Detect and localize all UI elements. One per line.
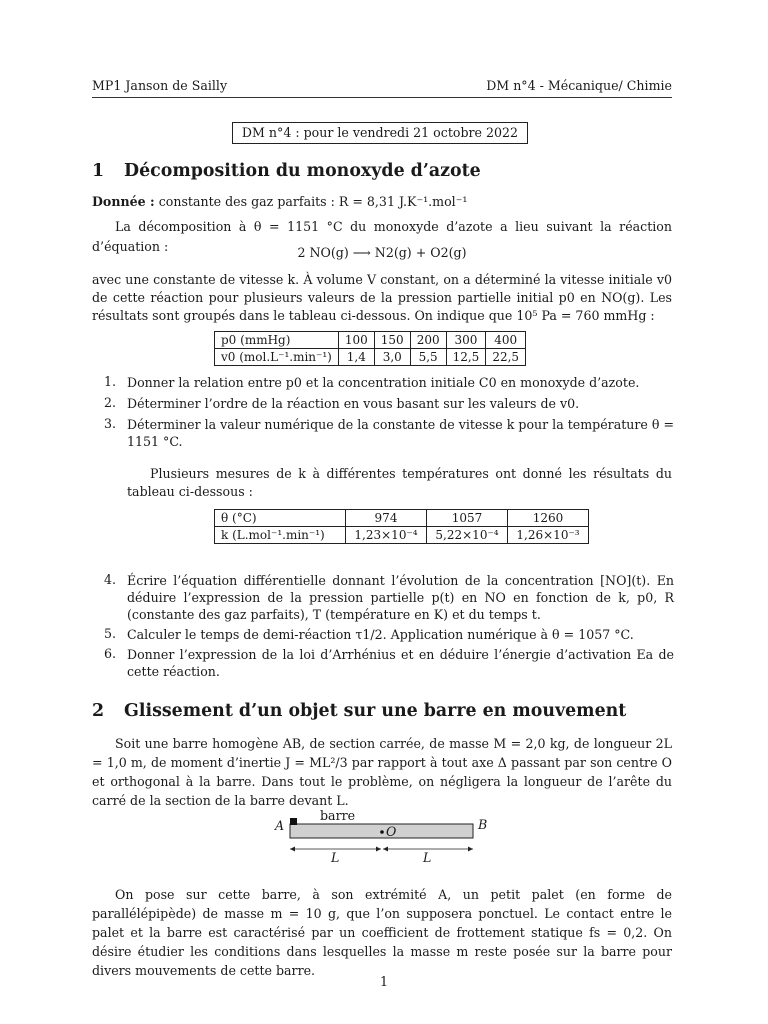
reaction-intro: La décomposition à θ = 1151 °C du monoxyde d’azote a lieu suivant la réaction d’équation : [92, 219, 672, 254]
table-cell: 5,5 [410, 349, 446, 366]
label-o: O [386, 824, 397, 839]
experiment-description: avec une constante de vitesse k. À volume V constant, on a déterminé la vitesse initiale v0 de cette réaction pour plusieurs valeurs de la pression partielle initial p0 en NO(g). Les résultats sont groupés dans le tableau ci-dessous. On indique que 10⁵ Pa = 760 mmHg : [92, 272, 672, 323]
assignment-title-box: DM n°4 : pour le vendredi 21 octobre 2022 [232, 122, 528, 144]
table-row [215, 527, 589, 544]
reaction-equation: 2 NO(g) ⟶ N2(g) + O2(g) [297, 245, 467, 260]
label-barre: barre [320, 808, 356, 823]
question-text: Donner la relation entre p0 et la concentration initiale C0 en monoxyde d’azote. [127, 375, 640, 390]
label-l-right: L [423, 850, 432, 865]
question-number: 2. [104, 395, 117, 410]
table-row [215, 349, 526, 366]
table-cell: 150 [374, 332, 410, 349]
table-cell: 300 [446, 332, 486, 349]
question-text: Déterminer la valeur numérique de la constante de vitesse k pour la température θ = 1151 °C. [127, 417, 674, 449]
table-row-label: p0 (mmHg) [215, 332, 339, 349]
bar-diagram [262, 804, 502, 868]
arrow-head-icon [290, 847, 295, 852]
temperature-measurements-intro: Plusieurs mesures de k à différentes températures ont donné les résultats du tableau ci-dessous : [127, 466, 672, 499]
section1-number: 1 [92, 161, 105, 181]
table-cell: 22,5 [486, 349, 526, 366]
table-cell: 1260 [508, 510, 589, 527]
arrow-head-icon [376, 847, 381, 852]
page-number: 1 [379, 974, 388, 989]
table-row [215, 510, 589, 527]
header-rule [92, 97, 672, 98]
question-number: 1. [104, 374, 117, 389]
table-row-label: θ (°C) [215, 510, 346, 527]
pressure-rate-table [214, 331, 526, 366]
table-cell: 400 [486, 332, 526, 349]
label-b: B [478, 817, 488, 832]
table-cell: 5,22×10⁻⁴ [427, 527, 508, 544]
table-cell: 3,0 [374, 349, 410, 366]
puck-description: On pose sur cette barre, à son extrémité A, un petit palet (en forme de parallélépipède) de masse m = 10 g, que l’on supposera ponctuel. Le contact entre le palet et la barre est caractérisé par un coefficient de frottement statique fs = 0,2. On désire étudier les conditions dans lesquelles la masse m reste posée sur la barre pour divers mouvements de cette barre. [92, 887, 672, 978]
header-left: MP1 Janson de Sailly [92, 78, 228, 93]
table-cell: 1057 [427, 510, 508, 527]
question-text: Écrire l’équation différentielle donnant l’évolution de la concentration [NO](t). En déduire l’expression de la pression partielle p(t) en NO en fonction de k, p0, R (constante des gaz parfaits), T (température en K) et du temps t. [127, 573, 674, 622]
question-number: 4. [104, 572, 117, 587]
header-right: DM n°4 - Mécanique/ Chimie [486, 78, 672, 93]
table-cell: 1,4 [338, 349, 374, 366]
bar-figure [262, 804, 502, 868]
table-cell: 12,5 [446, 349, 486, 366]
section2-title: Glissement d’un objet sur une barre en mouvement [124, 701, 627, 721]
table-cell: 1,23×10⁻⁴ [346, 527, 427, 544]
given-constant [92, 193, 672, 211]
question-number: 6. [104, 646, 117, 661]
puck-shape [290, 818, 297, 825]
question-text: Calculer le temps de demi-réaction τ1/2. Application numérique à θ = 1057 °C. [127, 627, 634, 642]
question-number: 5. [104, 626, 117, 641]
table-cell: 974 [346, 510, 427, 527]
bar-description: Soit une barre homogène AB, de section carrée, de masse M = 2,0 kg, de longueur 2L = 1,0 m, de moment d’inertie J = ML²/3 par rapport à tout axe Δ passant par son centre O et orthogonal à la barre. Dans tout le problème, on négligera la longueur de l’arête du carré de la section de la barre devant L. [92, 736, 672, 808]
table-cell: 200 [410, 332, 446, 349]
section2-number: 2 [92, 701, 105, 721]
question-number: 3. [104, 416, 117, 431]
given-label: Donnée : [92, 194, 155, 209]
arrow-head-icon [383, 847, 388, 852]
table-row-label: v0 (mol.L⁻¹.min⁻¹) [215, 349, 339, 366]
table-cell: 100 [338, 332, 374, 349]
question-text: Déterminer l’ordre de la réaction en vous basant sur les valeurs de v0. [127, 396, 580, 411]
temperature-rate-table [214, 509, 589, 544]
center-point [380, 830, 384, 834]
arrow-head-icon [468, 847, 473, 852]
table-row-label: k (L.mol⁻¹.min⁻¹) [215, 527, 346, 544]
label-a: A [275, 818, 285, 833]
label-l-left: L [331, 850, 340, 865]
section1-title: Décomposition du monoxyde d’azote [124, 161, 481, 181]
given-text: constante des gaz parfaits : R = 8,31 J.K⁻¹.mol⁻¹ [158, 194, 468, 209]
table-cell: 1,26×10⁻³ [508, 527, 589, 544]
table-row [215, 332, 526, 349]
question-text: Donner l’expression de la loi d’Arrhénius et en déduire l’énergie d’activation Ea de cette réaction. [127, 647, 674, 679]
